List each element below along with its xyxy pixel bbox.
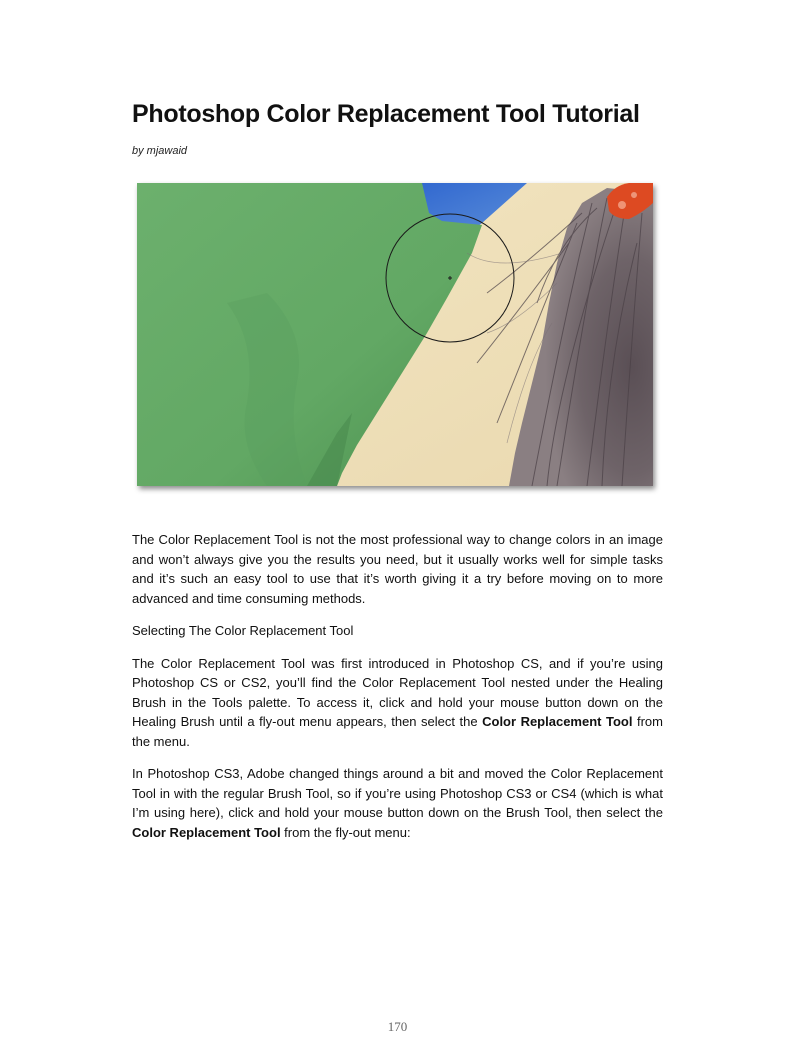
tool-name-bold: Color Replacement Tool: [132, 824, 281, 840]
paragraph-cs-cs2: [132, 654, 663, 752]
paragraph-cs3-cs4-end: from the fly-out menu:: [280, 824, 411, 840]
section-heading: Selecting The Color Replacement Tool: [132, 623, 354, 638]
page-number: 170: [387, 1019, 408, 1034]
paragraph-intro: The Color Replacement Tool is not the most professional way to change colors in an image and won’t always give you the results you need, but it usually works well for simple tasks and it’s such an easy tool to use that it’s worth giving it a try before moving on to more advanced and time consuming methods.: [132, 532, 663, 606]
article-title: Photoshop Color Replacement Tool Tutorial: [132, 100, 640, 128]
paragraph-cs-cs2-end: from the menu.: [132, 714, 663, 749]
tool-name-bold: Color Replacement Tool: [482, 714, 633, 729]
tutorial-figure: [137, 183, 653, 486]
paragraph-cs3-cs4-text: In Photoshop CS3, Adobe changed things around a bit and moved the Color Replacement Tool in with the regular Brush Tool, so if you’re using Photoshop CS3 or CS4 (which is what I’m using here), click and hold your mouse button down on the Brush Tool, then select the: [132, 766, 663, 820]
paragraph-cs-cs2-text: The Color Replacement Tool was first introduced in Photoshop CS, and if you’re using Photoshop CS or CS2, you’ll find the Color Replacement Tool nested under the Healing Brush in the Tools palette. To access it, click and hold your mouse button down on the Healing Brush until a fly-out menu appears, then select the: [132, 655, 663, 729]
article-body: [132, 530, 663, 855]
article-byline: by mjawaid: [132, 145, 188, 157]
color-replacement-illustration: [137, 183, 653, 486]
paragraph-cs3-cs4: [132, 764, 663, 842]
